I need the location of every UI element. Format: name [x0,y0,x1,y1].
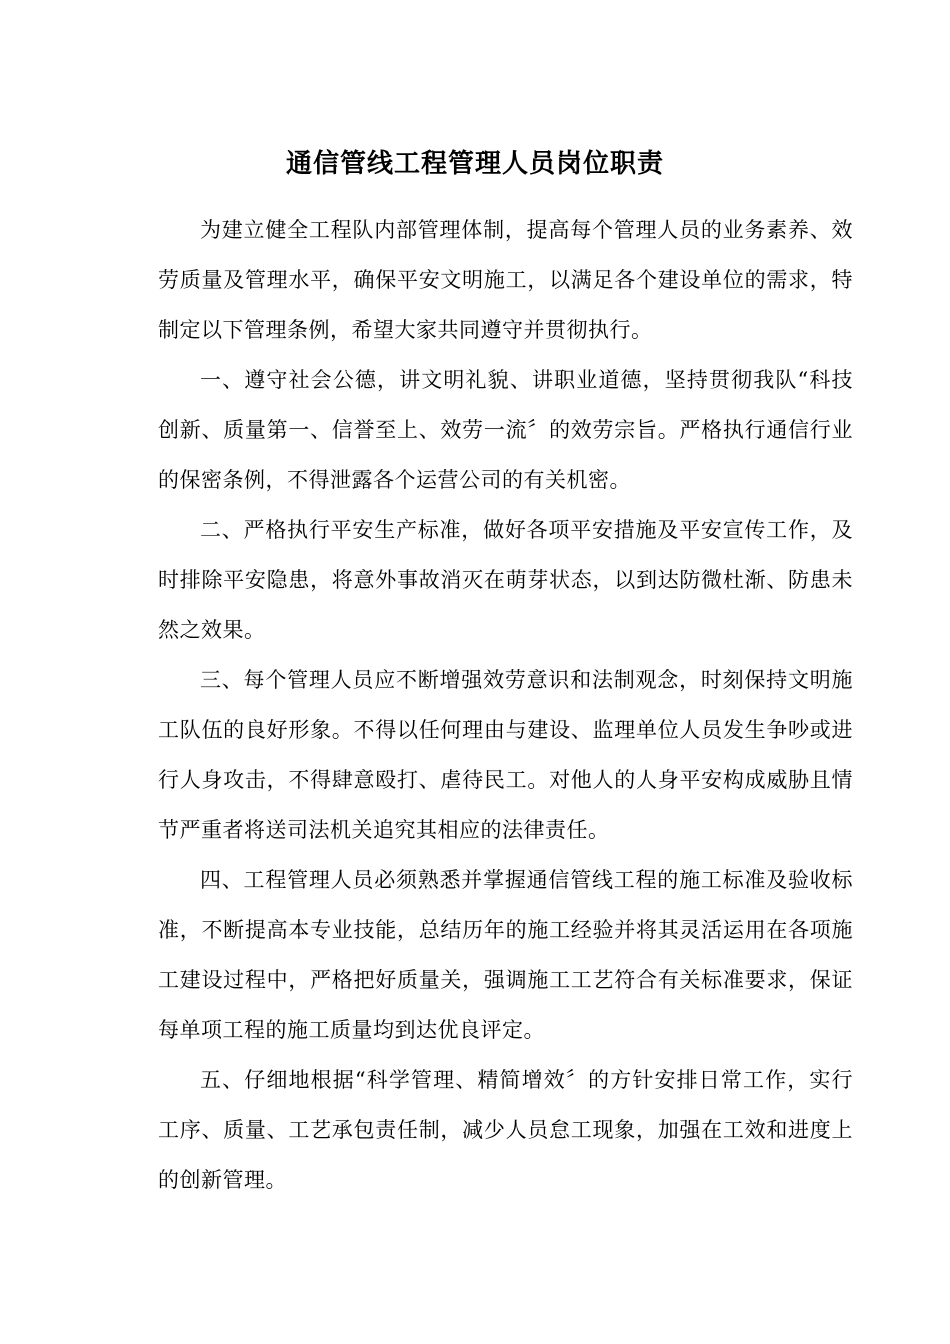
paragraph-item-1: 一、遵守社会公德，讲文明礼貌、讲职业道德，坚持贯彻我队“科技创新、质量第一、信誉至上、效劳一流〞的效劳宗旨。严格执行通信行业的保密条例，不得泄露各个运营公司的有关机密。 [158,368,853,492]
document-body [158,205,853,1205]
paragraph-item-4: 四、工程管理人员必须熟悉并掌握通信管线工程的施工标准及验收标准，不断提高本专业技能，总结历年的施工经验并将其灵活运用在各项施工建设过程中，严格把好质量关，强调施工工艺符合有关标准要求，保证每单项工程的施工质量均到达优良评定。 [158,868,853,1042]
document-title: 通信管线工程管理人员岗位职责 [285,149,664,179]
paragraph-item-3: 三、每个管理人员应不断增强效劳意识和法制观念，时刻保持文明施工队伍的良好形象。不得以任何理由与建设、监理单位人员发生争吵或进行人身攻击，不得肆意殴打、虐待民工。对他人的人身平安构成威胁且情节严重者将送司法机关追究其相应的法律责任。 [158,668,853,842]
paragraph-intro: 为建立健全工程队内部管理体制，提高每个管理人员的业务素养、效劳质量及管理水平，确保平安文明施工，以满足各个建设单位的需求，特制定以下管理条例，希望大家共同遵守并贯彻执行。 [158,218,853,342]
paragraph-item-5: 五、仔细地根据“科学管理、精简增效〞的方针安排日常工作，实行工序、质量、工艺承包责任制，减少人员怠工现象，加强在工效和进度上的创新管理。 [158,1068,853,1192]
paragraph-item-2: 二、严格执行平安生产标准，做好各项平安措施及平安宣传工作，及时排除平安隐患，将意外事故消灭在萌芽状态，以到达防微杜渐、防患未然之效果。 [158,518,853,642]
